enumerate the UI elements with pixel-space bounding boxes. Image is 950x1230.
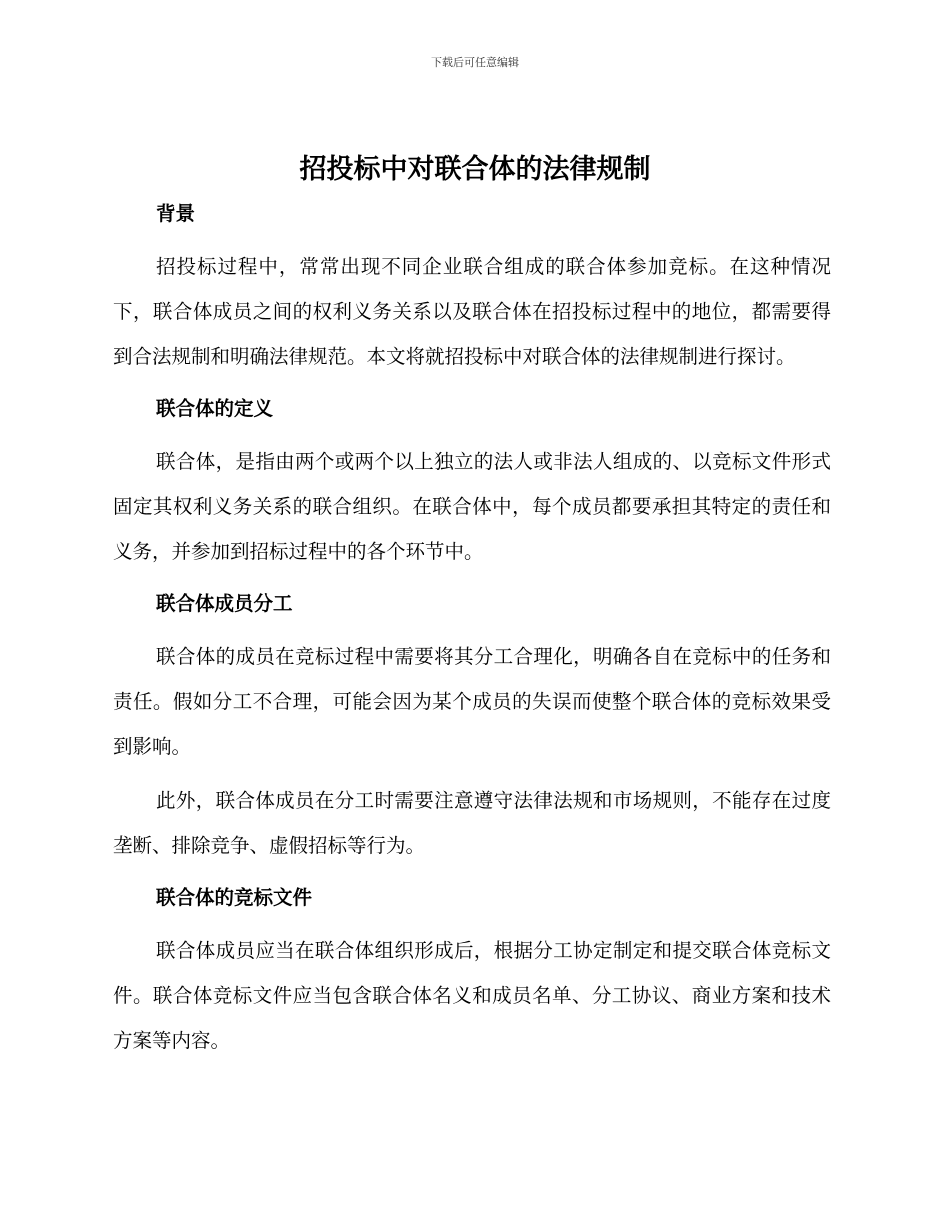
paragraph: 此外，联合体成员在分工时需要注意遵守法律法规和市场规则，不能存在过度垄断、排除竞争、虚假招标等行为。 xyxy=(113,789,831,857)
section-heading-division: 联合体成员分工 xyxy=(156,592,293,615)
document-title: 招投标中对联合体的法律规制 xyxy=(299,154,651,185)
section-heading-definition: 联合体的定义 xyxy=(156,397,274,420)
paragraph: 联合体的成员在竞标过程中需要将其分工合理化，明确各自在竞标中的任务和责任。假如分工不合理，可能会因为某个成员的失误而使整个联合体的竞标效果受到影响。 xyxy=(113,645,831,758)
page-header-note: 下载后可任意编辑 xyxy=(431,56,519,69)
section-heading-background: 背景 xyxy=(156,202,196,225)
section-heading-bid-documents: 联合体的竞标文件 xyxy=(156,886,313,909)
paragraph: 联合体成员应当在联合体组织形成后，根据分工协定制定和提交联合体竞标文件。联合体竞标文件应当包含联合体名义和成员名单、分工协议、商业方案和技术方案等内容。 xyxy=(113,939,831,1052)
paragraph: 招投标过程中，常常出现不同企业联合组成的联合体参加竞标。在这种情况下，联合体成员之间的权利义务关系以及联合体在招投标过程中的地位，都需要得到合法规制和明确法律规范。本文将就招投标中对联合体的法律规制进行探讨。 xyxy=(113,255,831,368)
paragraph: 联合体，是指由两个或两个以上独立的法人或非法人组成的、以竞标文件形式固定其权利义务关系的联合组织。在联合体中，每个成员都要承担其特定的责任和义务，并参加到招标过程中的各个环节中。 xyxy=(113,450,831,563)
document-body xyxy=(113,196,831,1063)
